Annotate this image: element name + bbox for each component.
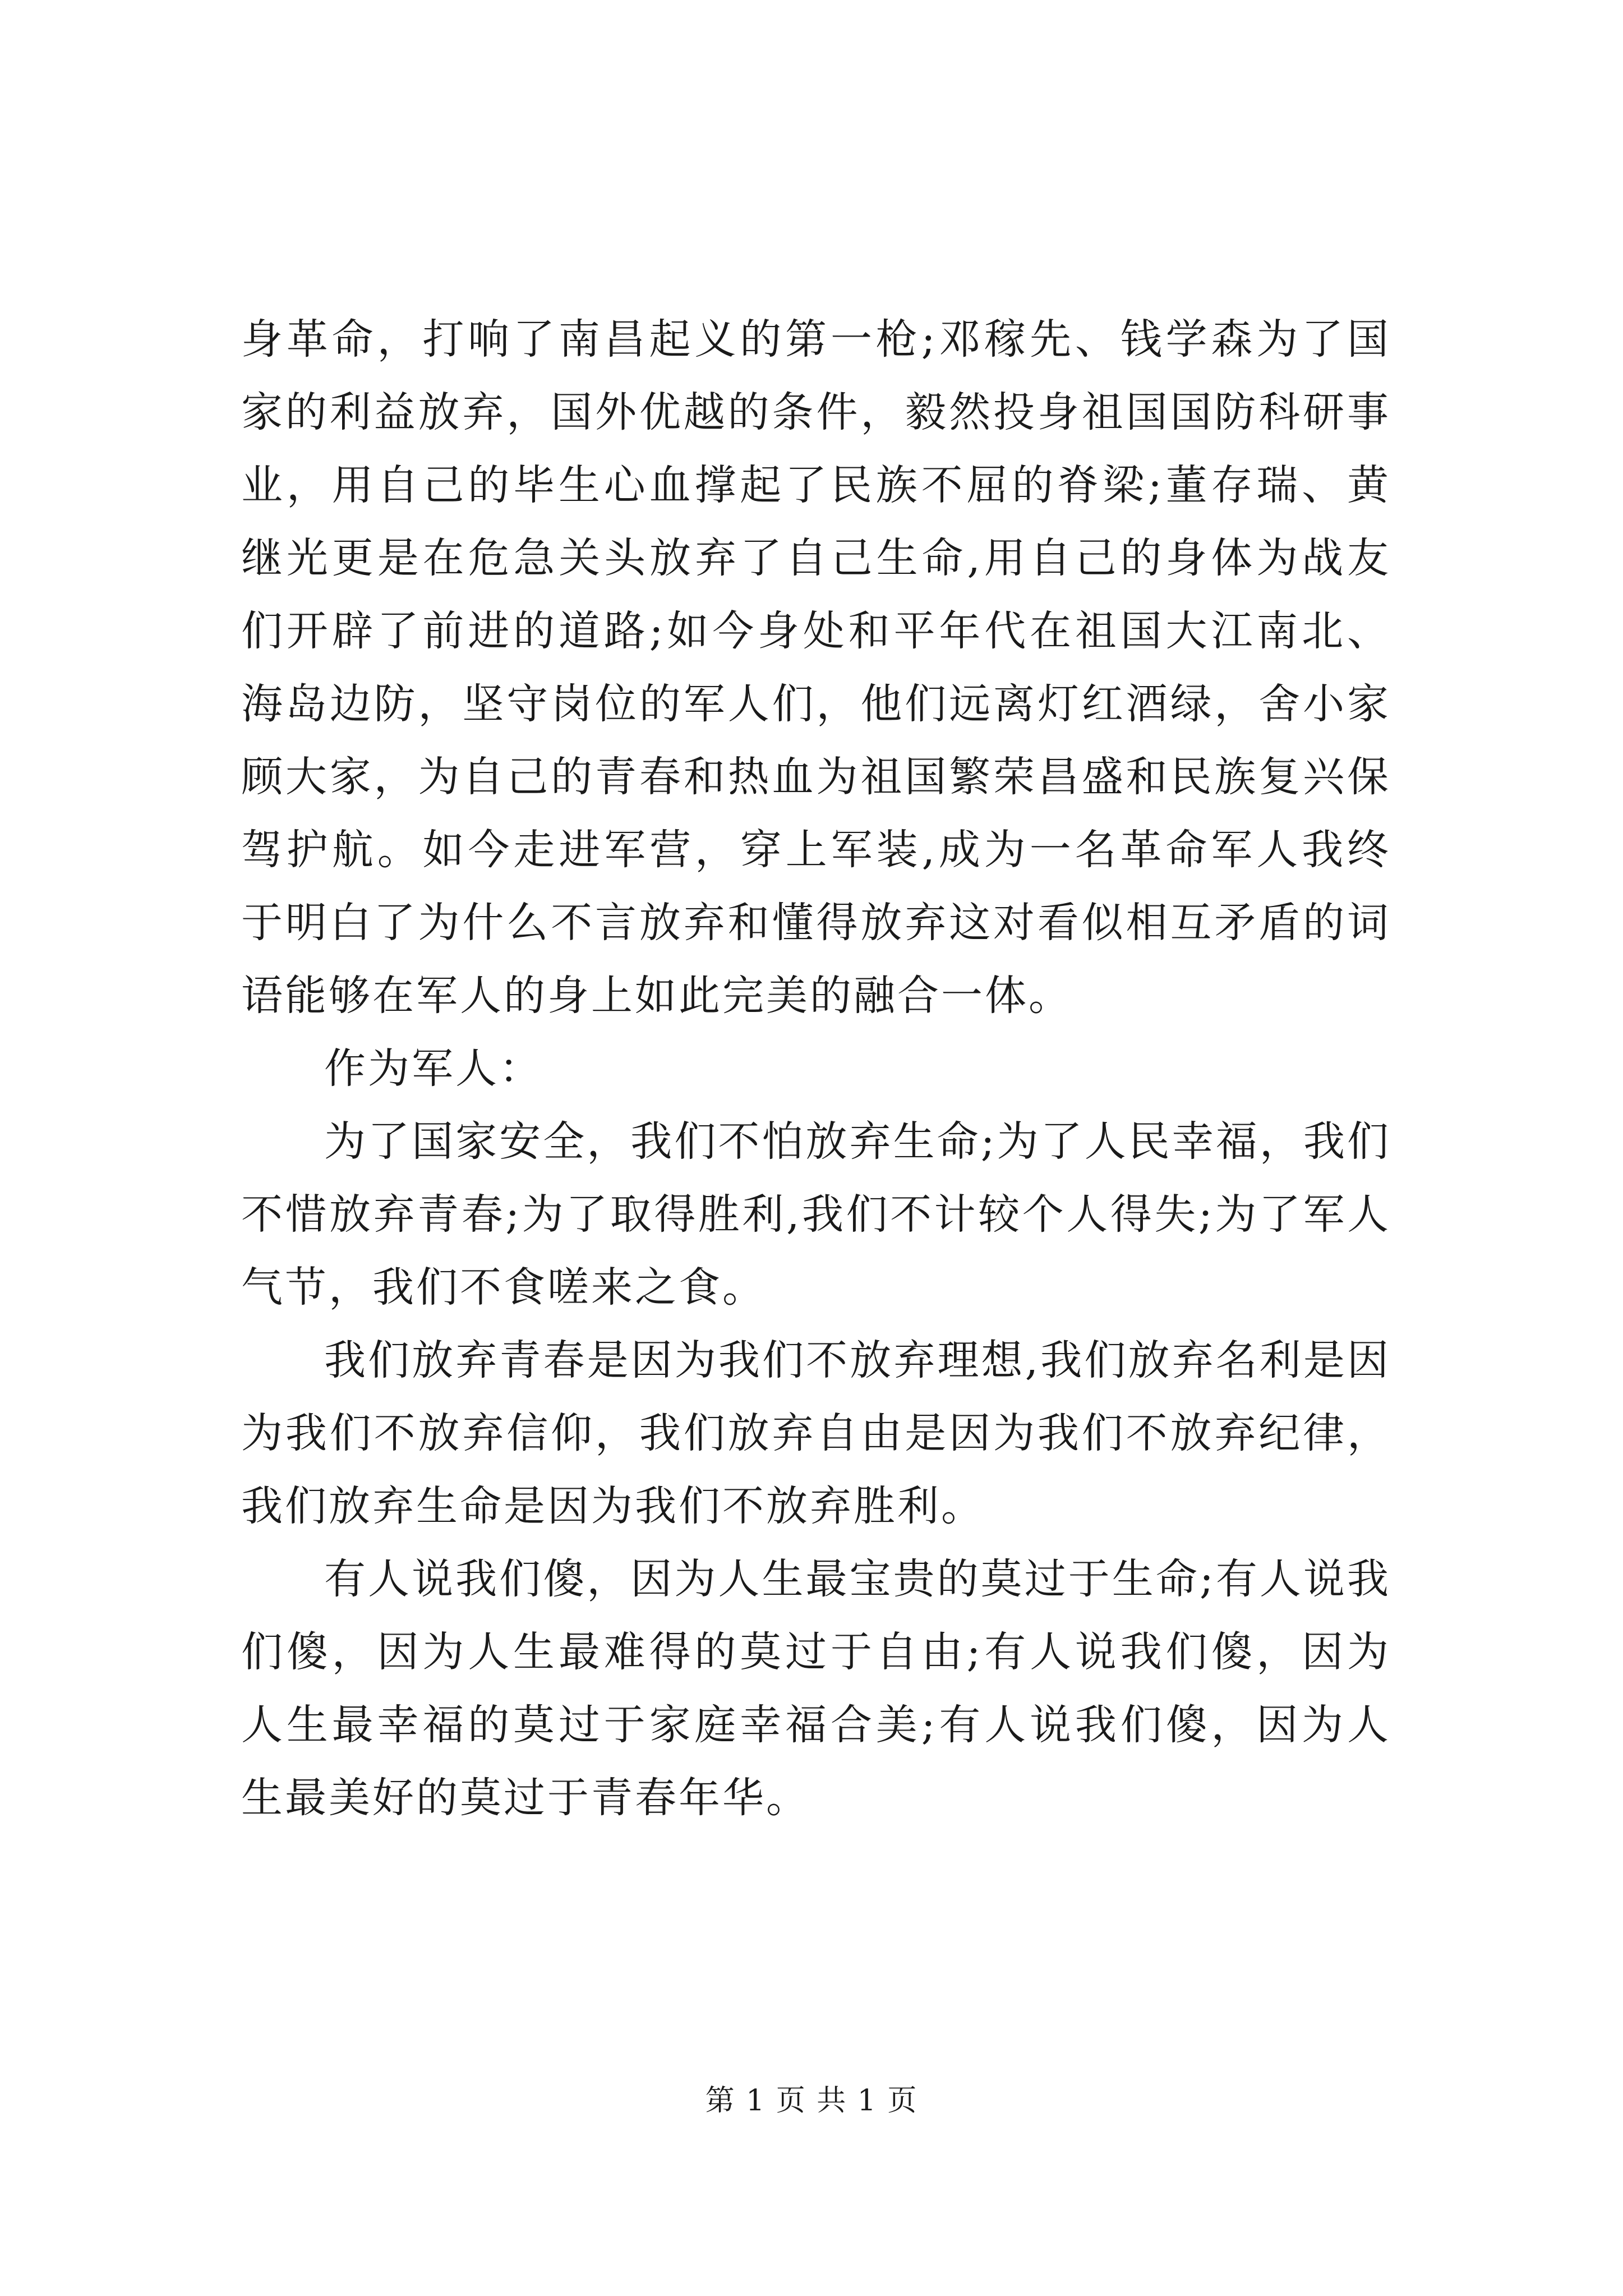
paragraph-heading-as-soldier: 作为军人： <box>324 1045 543 1093</box>
paragraph: 我们放弃青春是因为我们不放弃理想,我们放弃名利是因为我们不放弃信仰，我们放弃自由是因为我们不放弃纪律，我们放弃生命是因为我们不放弃胜利。 <box>241 1336 1391 1530</box>
paragraph: 有人说我们傻，因为人生最宝贵的莫过于生命;有人说我们傻，因为人生最难得的莫过于自由;有人说我们傻，因为人生最幸福的莫过于家庭幸福合美;有人说我们傻，因为人生最美好的莫过于青春年华。 <box>241 1555 1391 1822</box>
paragraph-continuation: 身革命，打响了南昌起义的第一枪;邓稼先、钱学森为了国家的利益放弃，国外优越的条件，毅然投身祖国国防科研事业，用自己的毕生心血撑起了民族不屈的脊梁;董存瑞、黄继光更是在危急关头放弃了自己生命,用自己的身体为战友们开辟了前进的道路;如今身处和平年代在祖国大江南北、海岛边防，坚守岗位的军人们，他们远离灯红酒绿，舍小家顾大家，为自己的青春和热血为祖国繁荣昌盛和民族复兴保驾护航。如今走进军营，穿上军装,成为一名革命军人我终于明白了为什么不言放弃和懂得放弃这对看似相互矛盾的词语能够在军人的身上如此完美的融合一体。 <box>241 315 1391 1020</box>
document-body <box>241 303 1391 1834</box>
page-footer-number: 第 1 页 共 1 页 <box>705 2084 918 2118</box>
paragraph: 为了国家安全，我们不怕放弃生命;为了人民幸福，我们不惜放弃青春;为了取得胜利,我们不计较个人得失;为了军人气节，我们不食嗟来之食。 <box>241 1117 1391 1312</box>
